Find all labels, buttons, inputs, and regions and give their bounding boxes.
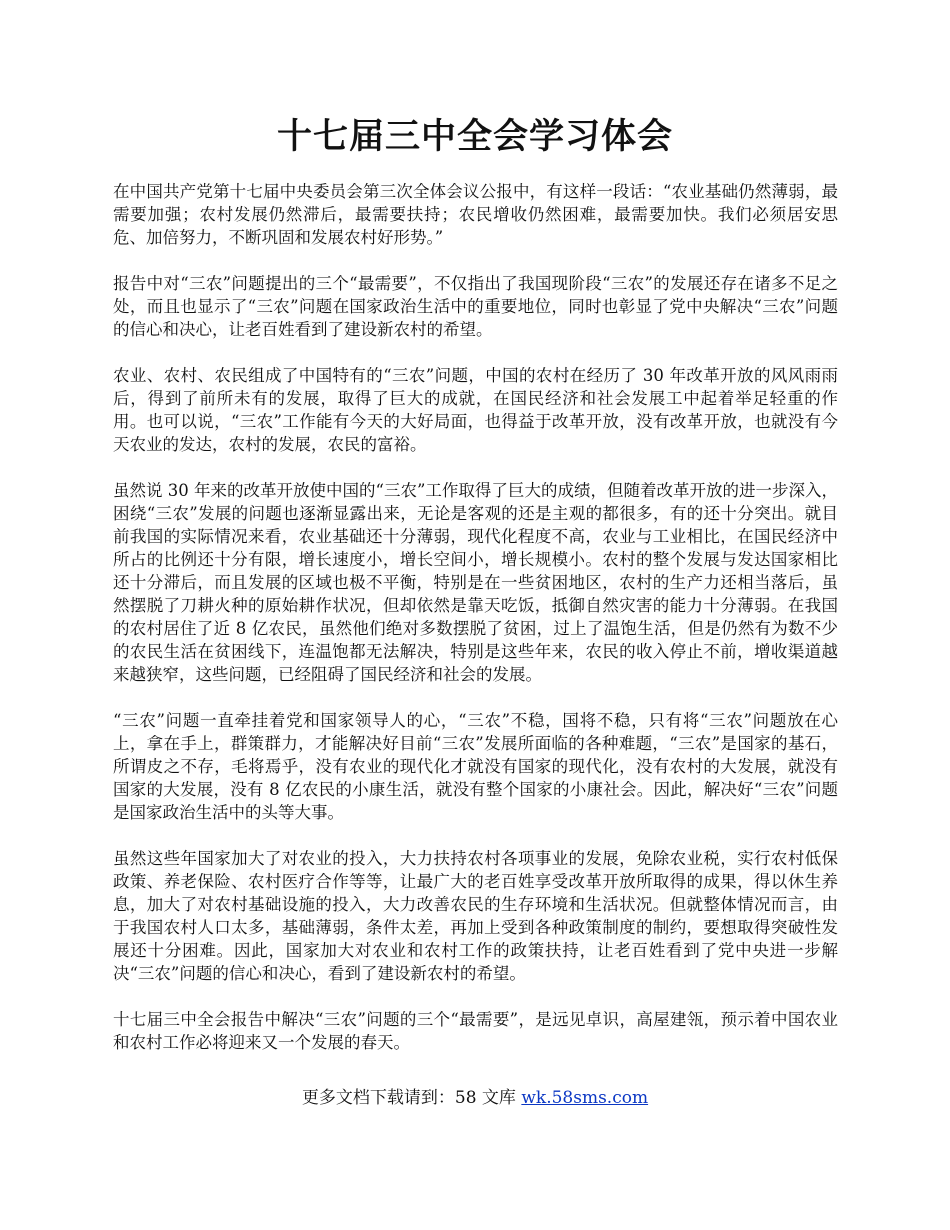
document-title: 十七届三中全会学习体会 xyxy=(276,116,673,157)
paragraph-2: 报告中对“三农”问题提出的三个“最需要”，不仅指出了我国现阶段“三农”的发展还存在诸多不足之处，而且也显示了“三农”问题在国家政治生活中的重要地位，同时也彰显了党中央解决“三农”问题的信心和决心，让老百姓看到了建设新农村的希望。 xyxy=(113,274,838,339)
paragraph-6: 虽然这些年国家加大了对农业的投入，大力扶持农村各项事业的发展，免除农业税，实行农村低保政策、养老保险、农村医疗合作等等，让最广大的老百姓享受改革开放所取得的成果，得以休生养息，加大了对农村基础设施的投入，大力改善农民的生存环境和生活状况。但就整体情况而言，由于我国农村人口太多，基础薄弱，条件太差，再加上受到各种政策制度的制约，要想取得突破性发展还十分困难。因此，国家加大对农业和农村工作的政策扶持，让老百姓看到了党中央进一步解决“三农”问题的信心和决心，看到了建设新农村的希望。 xyxy=(113,849,838,983)
paragraph-5: “三农”问题一直牵挂着党和国家领导人的心，“三农”不稳，国将不稳，只有将“三农”问题放在心上，拿在手上，群策群力，才能解决好目前“三农”发展所面临的各种难题，“三农”是国家的基石，所谓皮之不存，毛将焉乎，没有农业的现代化才就没有国家的现代化，没有农村的大发展，就没有国家的大发展，没有 8 亿农民的小康生活，就没有整个国家的小康社会。因此，解决好“三农”问题是国家政治生活中的头等大事。 xyxy=(113,711,838,822)
footer-text: 更多文档下载请到：58 文库 xyxy=(301,1088,522,1108)
paragraph-7: 十七届三中全会报告中解决“三农”问题的三个“最需要”，是远见卓识，高屋建瓴，预示着中国农业和农村工作必将迎来又一个发展的春天。 xyxy=(113,1010,838,1052)
paragraph-3: 农业、农村、农民组成了中国特有的“三农”问题，中国的农村在经历了 30 年改革开放的风风雨雨后，得到了前所未有的发展，取得了巨大的成就，在国民经济和社会发展工中起着举足轻重的作用。也可以说，“三农”工作能有今天的大好局面，也得益于改革开放，没有改革开放，也就没有今天农业的发达，农村的发展，农民的富裕。 xyxy=(113,366,838,454)
document-body xyxy=(113,180,838,1077)
paragraph-1: 在中国共产党第十七届中央委员会第三次全体会议公报中，有这样一段话：“农业基础仍然薄弱，最需要加强；农村发展仍然滞后，最需要扶持；农民增收仍然困难，最需要加快。我们必须居安思危、加倍努力，不断巩固和发展农村好形势。” xyxy=(113,182,838,247)
footer xyxy=(0,1086,950,1110)
footer-link[interactable]: wk.58sms.com xyxy=(521,1088,649,1108)
paragraph-4: 虽然说 30 年来的改革开放使中国的“三农”工作取得了巨大的成绩，但随着改革开放的进一步深入，困绕“三农”发展的问题也逐渐显露出来，无论是客观的还是主观的都很多，有的还十分突出。就目前我国的实际情况来看，农业基础还十分薄弱，现代化程度不高，农业与工业相比，在国民经济中所占的比例还十分有限，增长速度小，增长空间小，增长规模小。农村的整个发展与发达国家相比还十分滞后，而且发展的区域也极不平衡，特别是在一些贫困地区，农村的生产力还相当落后，虽然摆脱了刀耕火种的原始耕作状况，但却依然是靠天吃饭，抵御自然灾害的能力十分薄弱。在我国的农村居住了近 8 亿农民，虽然他们绝对多数摆脱了贫困，过上了温饱生活，但是仍然有为数不少的农民生活在贫困线下，连温饱都无法解决，特别是这些年来，农民的收入停止不前，增收渠道越来越狭窄，这些问题，已经阻碍了国民经济和社会的发展。 xyxy=(113,481,838,684)
